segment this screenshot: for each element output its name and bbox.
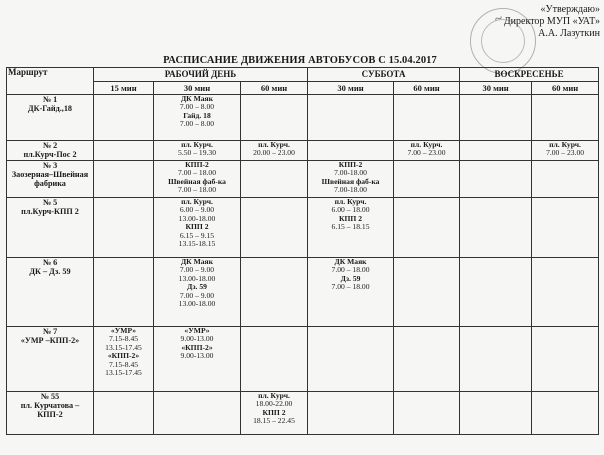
time-range: 7.00 – 9.00 (179, 265, 215, 275)
time-range: 6.00 – 18.00 (331, 205, 370, 215)
stop-name: КПП-2 (185, 160, 209, 169)
schedule-cell-30min-sunday (460, 95, 532, 141)
header-weekday: РАБОЧИЙ ДЕНЬ (94, 68, 308, 82)
route-name: ДК – Дз. 59 (29, 267, 71, 276)
schedule-cell-60min-weekday (241, 258, 308, 327)
schedule-cell-60min-sunday (532, 141, 599, 161)
route-cell (7, 161, 94, 198)
stop-name: «КПП-2» (107, 351, 140, 361)
time-range: 20.00 – 23.00 (253, 148, 295, 158)
stop-name: ДК Маяк (180, 257, 214, 266)
route-name: пл.Курч-КПП 2 (21, 207, 79, 216)
stop-name: Швейная фаб-ка (168, 176, 226, 186)
stop-name: Дз. 59 (340, 273, 361, 283)
time-range: 9.00-13.00 (180, 334, 214, 344)
header-60min-saturday: 60 мин (394, 82, 460, 95)
stop-name: Швейная фаб-ка (321, 176, 380, 186)
route-cell (7, 327, 94, 392)
schedule-cell-60min-saturday (394, 95, 460, 141)
time-range: 13.15-17.45 (105, 342, 142, 352)
stop-name: пл. Курч. (258, 140, 290, 149)
approval-block (455, 4, 600, 40)
table-row (7, 95, 599, 141)
time-range: 7.15-8.45 (108, 359, 139, 369)
schedule-cell-60min-saturday (394, 141, 460, 161)
route-number: № 5 (42, 198, 58, 207)
schedule-cell-30min-saturday (308, 198, 394, 258)
time-range: 6.15 – 9.15 (179, 230, 215, 240)
route-number: № 6 (42, 258, 58, 267)
route-name: ДК-Гайд.,18 (27, 104, 73, 113)
time-range: 7.00-18.00 (334, 185, 367, 195)
page-title: РАСПИСАНИЕ ДВИЖЕНИЯ АВТОБУСОВ С 15.04.2017 (163, 55, 437, 66)
approval-line-2: Директор МУП «УАТ» (503, 16, 600, 27)
route-number: № 2 (42, 141, 58, 150)
header-60min-sunday: 60 мин (532, 82, 599, 95)
route-cell (7, 258, 94, 327)
schedule-cell-15min (94, 198, 154, 258)
header-row-2 (7, 82, 599, 95)
schedule-cell-30min-sunday (460, 198, 532, 258)
route-name: «УМР –КПП-2» (20, 336, 80, 345)
stop-name: Дз. 59 (187, 282, 207, 292)
time-range: 5.50 – 19.30 (178, 148, 216, 158)
stop-name: пл. Курч. (410, 140, 443, 149)
time-range: 6.15 – 18.15 (331, 222, 370, 232)
route-cell (7, 392, 94, 435)
time-range: 7.00 – 18.00 (331, 265, 370, 275)
schedule-cell-30min-saturday (308, 392, 394, 435)
route-name: пл. Курчатова – КПП-2 (20, 401, 80, 419)
stop-name: «КПП-2» (181, 342, 213, 352)
stop-name: пл. Курч. (181, 197, 213, 206)
schedule-cell-60min-sunday (532, 95, 599, 141)
table-row (7, 141, 599, 161)
schedule-cell-30min-saturday (308, 141, 394, 161)
time-range: 7.15-8.45 (108, 334, 139, 344)
route-cell (7, 141, 94, 161)
header-route: Маршрут (7, 68, 94, 95)
schedule-cell-15min (94, 95, 154, 141)
schedule-cell-30min-weekday (154, 161, 241, 198)
schedule-cell-30min-sunday (460, 327, 532, 392)
schedule-cell-60min-saturday (394, 161, 460, 198)
time-range: 7.00 – 8.00 (179, 119, 215, 129)
schedule-cell-30min-weekday (154, 327, 241, 392)
schedule-cell-60min-saturday (394, 198, 460, 258)
time-range: 7.00 – 23.00 (407, 148, 446, 158)
schedule-cell-15min (94, 327, 154, 392)
table-row (7, 258, 599, 327)
schedule-cell-60min-weekday (241, 198, 308, 258)
schedule-cell-30min-saturday (308, 258, 394, 327)
route-number: № 3 (42, 161, 58, 170)
route-name: пл.Курч-Пос 2 (23, 150, 77, 159)
header-row-1 (7, 68, 599, 82)
signature: ~ (492, 11, 505, 28)
stop-name: пл. Курч. (334, 197, 367, 206)
schedule-cell-60min-weekday (241, 327, 308, 392)
header-30min-sunday: 30 мин (460, 82, 532, 95)
stop-name: пл. Курч. (549, 140, 581, 149)
table-row (7, 198, 599, 258)
schedule-cell-15min (94, 161, 154, 198)
header-30min-weekday: 30 мин (154, 82, 241, 95)
time-range: 9.00-13.00 (180, 351, 214, 361)
time-range: 7.00 – 18.00 (331, 282, 370, 292)
header-60min-weekday: 60 мин (241, 82, 308, 95)
route-number: № 1 (42, 95, 58, 104)
table-row (7, 392, 599, 435)
schedule-cell-30min-weekday (154, 392, 241, 435)
time-range: 7.00 – 18.00 (178, 185, 216, 195)
stop-name: Гайд. 18 (183, 110, 211, 120)
schedule-table (6, 67, 599, 435)
stop-name: ДК Маяк (180, 94, 214, 103)
schedule-cell-60min-sunday (532, 198, 599, 258)
table-row (7, 161, 599, 198)
schedule-cell-60min-sunday (532, 392, 599, 435)
stop-name: ДК Маяк (334, 257, 367, 266)
time-range: 7.00 – 9.00 (179, 290, 215, 300)
schedule-cell-30min-saturday (308, 327, 394, 392)
time-range: 7.00 – 18.00 (178, 168, 216, 178)
route-number: № 7 (42, 327, 58, 336)
schedule-cell-30min-weekday (154, 258, 241, 327)
time-range: 7.00-18.00 (334, 168, 367, 178)
stop-name: КПП 2 (185, 222, 209, 232)
time-range: 18.00-22.00 (255, 399, 293, 409)
schedule-cell-30min-sunday (460, 258, 532, 327)
schedule-cell-60min-weekday (241, 95, 308, 141)
header-saturday: СУББОТА (308, 68, 460, 82)
stop-name: КПП 2 (262, 407, 286, 417)
time-range: 6.00 – 9.00 (179, 205, 215, 215)
time-range: 13.15-18.15 (178, 239, 216, 249)
stop-name: КПП-2 (338, 160, 363, 169)
route-name: Заозерная–Швейная фабрика (11, 170, 89, 188)
route-number: № 55 (40, 392, 60, 401)
schedule-cell-60min-weekday (241, 392, 308, 435)
schedule-cell-60min-saturday (394, 258, 460, 327)
header-sunday: ВОСКРЕСЕНЬЕ (460, 68, 599, 82)
schedule-cell-60min-saturday (394, 392, 460, 435)
time-range: 13.00-18.00 (178, 213, 216, 223)
schedule-cell-30min-weekday (154, 141, 241, 161)
schedule-cell-60min-weekday (241, 141, 308, 161)
stop-name: «УМР» (110, 326, 137, 335)
schedule-cell-60min-saturday (394, 327, 460, 392)
schedule-cell-15min (94, 392, 154, 435)
time-range: 13.15-17.45 (105, 368, 142, 378)
schedule-cell-60min-sunday (532, 161, 599, 198)
schedule-cell-15min (94, 258, 154, 327)
schedule-cell-15min (94, 141, 154, 161)
schedule-cell-30min-saturday (308, 95, 394, 141)
schedule-cell-60min-sunday (532, 258, 599, 327)
schedule-cell-30min-saturday (308, 161, 394, 198)
schedule-body (7, 95, 599, 435)
stop-name: КПП 2 (339, 213, 363, 223)
schedule-cell-30min-weekday (154, 95, 241, 141)
time-range: 13.00-18.00 (178, 299, 216, 309)
stop-name: пл. Курч. (258, 391, 290, 400)
stop-name: «УМР» (184, 326, 210, 335)
schedule-cell-60min-weekday (241, 161, 308, 198)
approval-line-3: А.А. Лазуткин (538, 28, 600, 39)
schedule-cell-60min-sunday (532, 327, 599, 392)
table-row (7, 327, 599, 392)
time-range: 18.15 – 22.45 (253, 416, 295, 426)
time-range: 7.00 – 23.00 (546, 148, 585, 158)
approval-line-1: «Утверждаю» (540, 4, 600, 15)
schedule-cell-30min-sunday (460, 141, 532, 161)
route-cell (7, 198, 94, 258)
time-range: 7.00 – 8.00 (179, 102, 215, 112)
schedule-cell-30min-weekday (154, 198, 241, 258)
schedule-cell-30min-sunday (460, 161, 532, 198)
time-range: 13.00-18.00 (178, 273, 216, 283)
header-15min: 15 мин (94, 82, 154, 95)
schedule-cell-30min-sunday (460, 392, 532, 435)
stop-name: пл. Курч. (181, 140, 213, 149)
route-cell (7, 95, 94, 141)
header-30min-saturday: 30 мин (308, 82, 394, 95)
